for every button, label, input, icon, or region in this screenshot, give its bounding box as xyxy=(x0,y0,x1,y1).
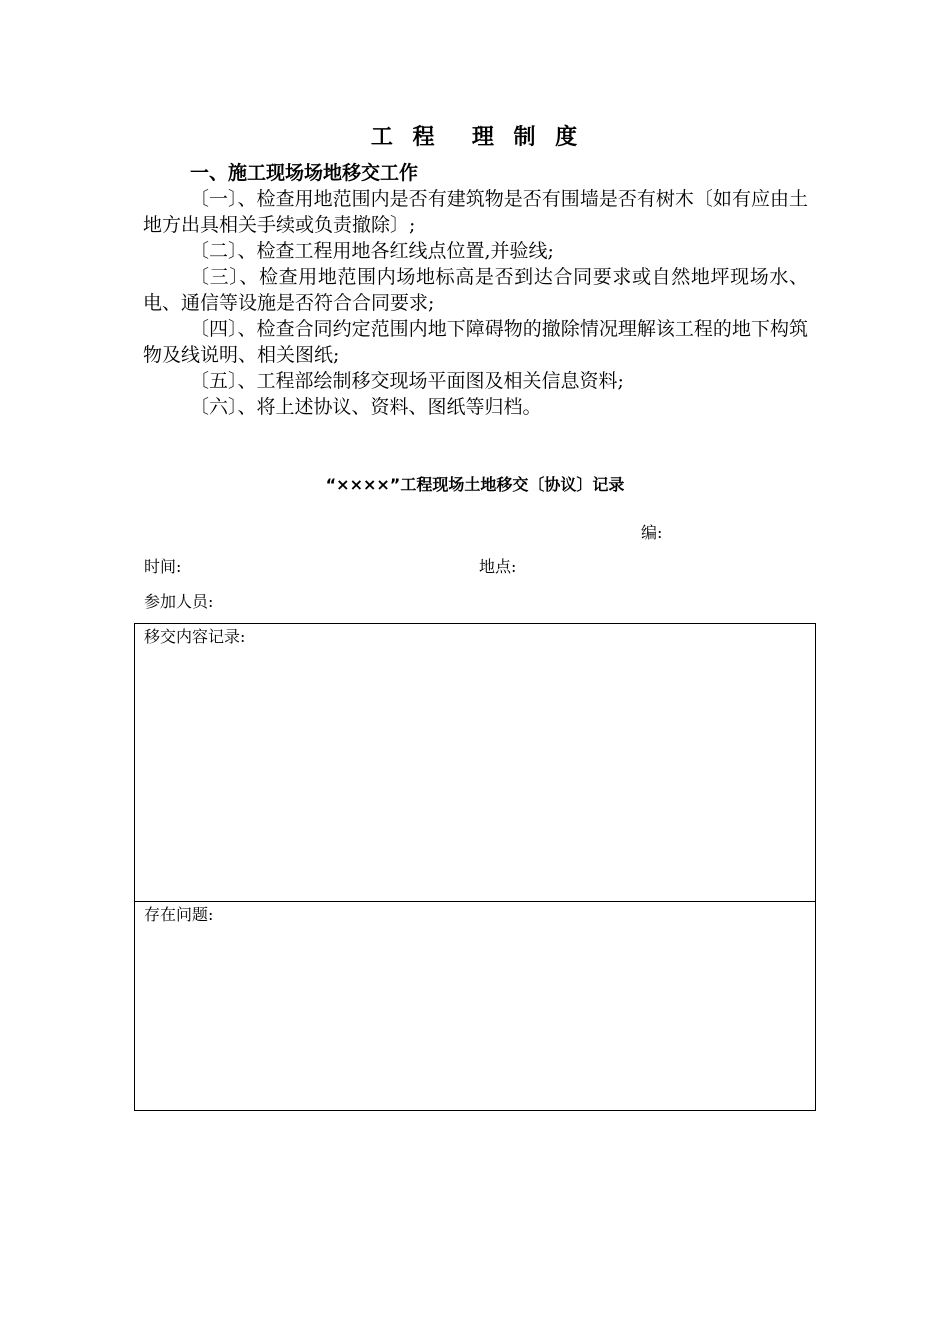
issues-cell[interactable] xyxy=(135,901,815,1110)
content-record-label: 移交内容记录: xyxy=(144,627,246,646)
list-item: 〔一〕、检查用地范围内是否有建筑物是否有围墙是否有树木〔如有应由土地方出具相关手续或负责撤除〕; xyxy=(143,188,808,236)
form-title: “××××”工程现场土地移交〔协议〕记录 xyxy=(325,475,625,494)
item-list xyxy=(143,186,808,420)
list-item: 〔三〕、检查用地范围内场地标高是否到达合同要求或自然地坪现场水、电、通信等设施是否符合合同要求; xyxy=(143,266,808,314)
section-heading: 一、施工现场场地移交工作 xyxy=(190,162,419,184)
page-title: 工 程 理 制 度 xyxy=(370,125,580,150)
list-item: 〔二〕、检查工程用地各红线点位置,并验线; xyxy=(190,240,554,262)
list-item: 〔六〕、将上述协议、资料、图纸等归档。 xyxy=(190,396,542,418)
content-record-cell[interactable] xyxy=(135,624,815,901)
number-label: 编: xyxy=(641,523,663,542)
issues-label: 存在问题: xyxy=(144,905,214,924)
location-label: 地点: xyxy=(479,557,517,576)
list-item: 〔四〕、检查合同约定范围内地下障碍物的撤除情况理解该工程的地下构筑物及线说明、相关图纸; xyxy=(143,318,808,366)
record-table xyxy=(134,623,816,1111)
participants-label: 参加人员: xyxy=(144,592,214,611)
list-item: 〔五〕、工程部绘制移交现场平面图及相关信息资料; xyxy=(190,370,624,392)
time-label: 时间: xyxy=(144,557,182,576)
